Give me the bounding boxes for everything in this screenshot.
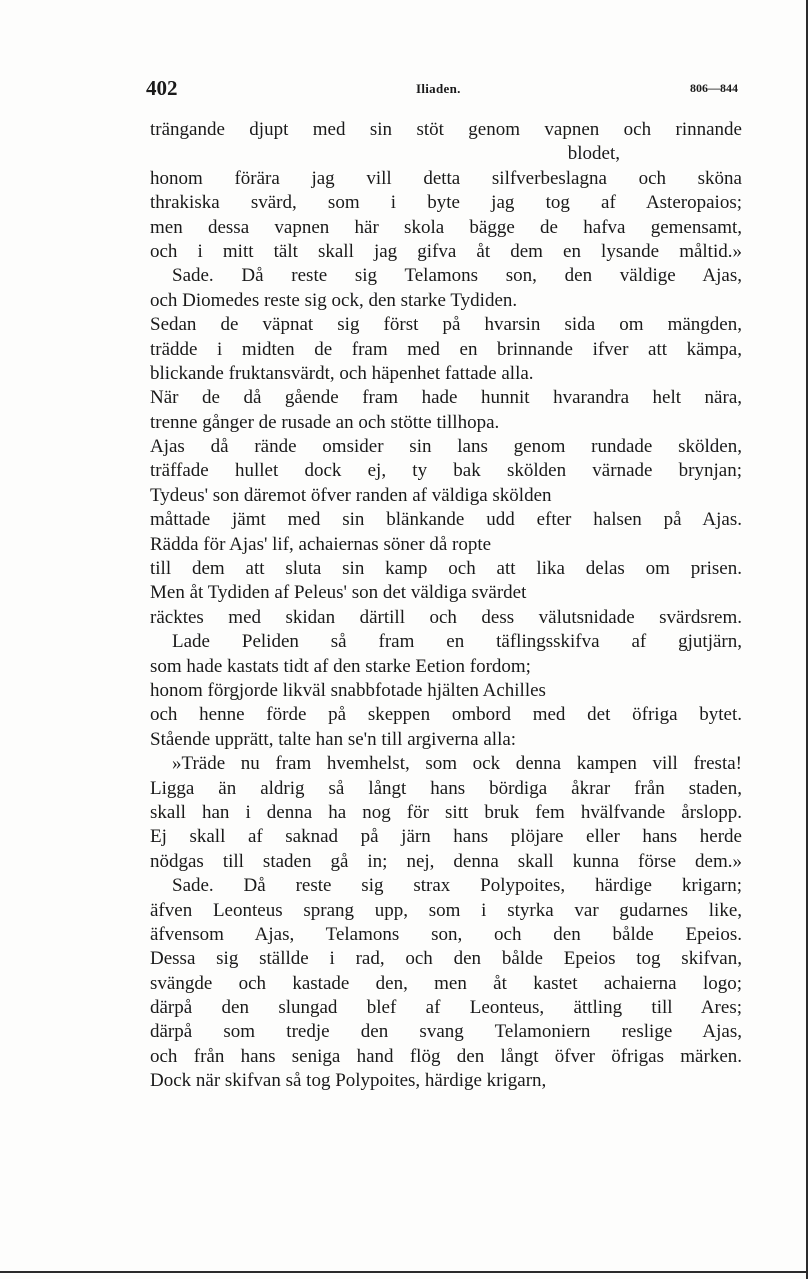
verse-line: Ej skall af saknad på järn hans plöjare eller hans herde	[150, 826, 742, 848]
verse-line: äfven Leonteus sprang upp, som i styrka var gudarnes like,	[150, 899, 742, 921]
poem-text	[150, 118, 742, 1094]
verse-line: men dessa vapnen här skola bägge de hafva gemensamt,	[150, 216, 742, 238]
verse-line: honom förgjorde likväl snabbfotade hjälten Achilles	[150, 679, 546, 701]
verse-line: Stående upprätt, talte han se'n till argiverna alla:	[150, 728, 517, 750]
verse-line: trädde i midten de fram med en brinnande ifver att kämpa,	[150, 338, 742, 360]
verse-line: och henne förde på skeppen ombord med det öfriga bytet.	[150, 704, 742, 726]
page-header	[146, 76, 738, 102]
verse-line: Sade. Då reste sig Telamons son, den väldige Ajas,	[172, 265, 742, 287]
verse-line: Rädda för Ajas' lif, achaiernas söner då ropte	[150, 533, 492, 555]
verse-line: Ajas då rände omsider sin lans genom rundade skölden,	[150, 436, 742, 458]
page-number: 402	[146, 76, 178, 100]
verse-line: blickande fruktansvärdt, och häpenhet fattade alla.	[150, 362, 534, 384]
verse-line: Tydeus' son däremot öfver randen af väldiga skölden	[150, 484, 552, 506]
page-edge-bottom	[0, 1271, 808, 1273]
verse-line: blodet,	[567, 143, 620, 165]
verse-line: och från hans seniga hand flög den långt öfver öfrigas märken.	[150, 1045, 742, 1067]
verse-line: därpå som tredje den svang Telamoniern reslige Ajas,	[150, 1021, 742, 1043]
verse-line-range: 806—844	[690, 81, 738, 95]
verse-line: Dock när skifvan så tog Polypoites, härdige krigarn,	[150, 1070, 547, 1092]
verse-line: Men åt Tydiden af Peleus' son det väldiga svärdet	[150, 582, 527, 604]
verse-line: därpå den slungad blef af Leonteus, ättling till Ares;	[150, 997, 742, 1019]
verse-line: måttade jämt med sin blänkande udd efter halsen på Ajas.	[150, 509, 742, 531]
verse-line: till dem att sluta sin kamp och att lika delas om prisen.	[150, 558, 742, 580]
verse-line: Ligga än aldrig så långt hans bördiga åkrar från staden,	[150, 777, 742, 799]
verse-line: trenne gånger de rusade an och stötte tillhopa.	[150, 411, 500, 433]
verse-line: Dessa sig ställde i rad, och den bålde Epeios tog skifvan,	[150, 948, 742, 970]
verse-line: Lade Peliden så fram en täflingsskifva af gjutjärn,	[172, 631, 742, 653]
verse-line: trängande djupt med sin stöt genom vapnen och rinnande	[150, 119, 742, 140]
verse-line: räcktes med skidan därtill och dess välutsnidade svärdsrem.	[150, 606, 742, 628]
verse-line: skall han i denna ha nog för sitt bruk fem hvälfvande årslopp.	[150, 801, 742, 823]
verse-line: som hade kastats tidt af den starke Eetion fordom;	[150, 655, 531, 677]
verse-line: träffade hullet dock ej, ty bak skölden värnade brynjan;	[150, 460, 742, 482]
verse-line: svängde och kastade den, men åt kastet achaierna logo;	[150, 972, 742, 994]
verse-line: Sedan de väpnat sig först på hvarsin sida om mängden,	[150, 314, 742, 336]
verse-line: thrakiska svärd, som i byte jag tog af Asteropaios;	[150, 192, 742, 214]
verse-line: »Träde nu fram hvemhelst, som ock denna kampen vill fresta!	[172, 753, 742, 775]
verse-line: och i mitt tält skall jag gifva åt dem en lysande måltid.»	[150, 240, 742, 262]
verse-line: äfvensom Ajas, Telamons son, och den bålde Epeios.	[150, 923, 742, 945]
running-title: Iliaden.	[416, 81, 461, 96]
verse-line: Sade. Då reste sig strax Polypoites, härdige krigarn;	[172, 875, 742, 897]
verse-line: När de då gående fram hade hunnit hvarandra helt nära,	[150, 387, 742, 409]
verse-line: och Diomedes reste sig ock, den starke Tydiden.	[150, 289, 518, 311]
verse-line: nödgas till staden gå in; nej, denna skall kunna förse dem.»	[150, 850, 742, 872]
verse-line: honom förära jag vill detta silfverbeslagna och sköna	[150, 167, 742, 189]
